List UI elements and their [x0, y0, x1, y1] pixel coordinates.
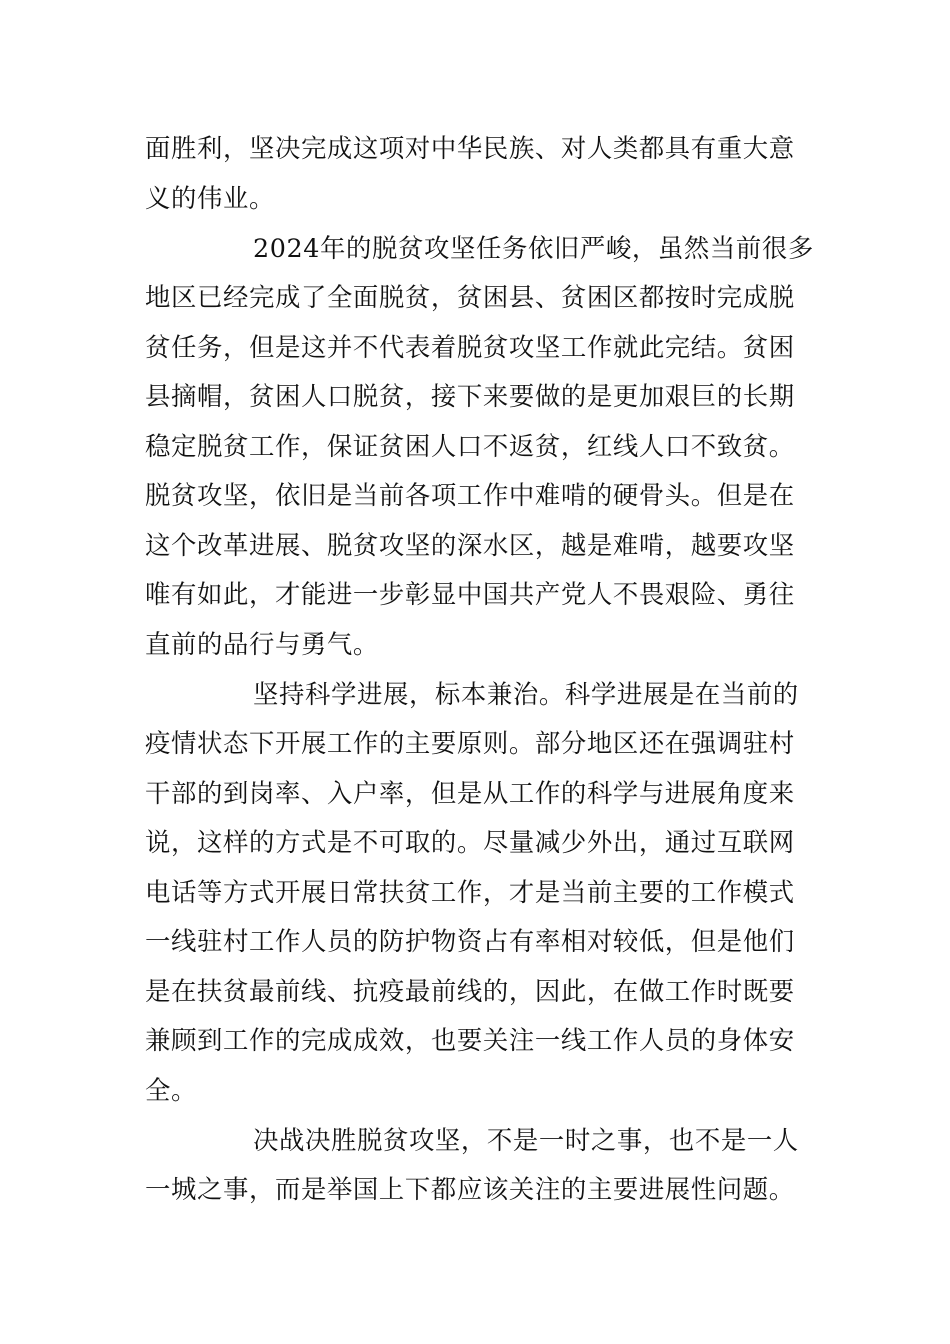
text-line: 唯有如此，才能进一步彰显中国共产党人不畏艰险、勇往 — [145, 579, 795, 609]
paragraph-first-line: 决战决胜脱贫攻坚，不是一时之事，也不是一人 — [253, 1125, 799, 1155]
text-line: 一线驻村工作人员的防护物资占有率相对较低，但是他们 — [145, 926, 795, 956]
text-line: 是在扶贫最前线、抗疫最前线的，因此，在做工作时既要 — [145, 976, 795, 1006]
text-line: 贫任务，但是这并不代表着脱贫攻坚工作就此完结。贫困 — [145, 332, 795, 362]
text-line: 直前的品行与勇气。 — [145, 629, 379, 659]
text-line: 地区已经完成了全面脱贫，贫困县、贫困区都按时完成脱 — [145, 282, 795, 312]
text-line: 这个改革进展、脱贫攻坚的深水区，越是难啃，越要攻坚 — [145, 530, 795, 560]
text-line: 疫情状态下开展工作的主要原则。部分地区还在强调驻村 — [145, 728, 795, 758]
text-line: 脱贫攻坚，依旧是当前各项工作中难啃的硬骨头。但是在 — [145, 480, 795, 510]
text-line: 义的伟业。 — [145, 183, 275, 213]
text-line: 全。 — [145, 1075, 197, 1105]
paragraph-first-line: 坚持科学进展，标本兼治。科学进展是在当前的 — [253, 679, 799, 709]
text-line: 面胜利，坚决完成这项对中华民族、对人类都具有重大意 — [145, 133, 795, 163]
text-line: 县摘帽，贫困人口脱贫，接下来要做的是更加艰巨的长期 — [145, 381, 795, 411]
text-line: 兼顾到工作的完成成效，也要关注一线工作人员的身体安 — [145, 1025, 795, 1055]
paragraph-first-line: 2024年的脱贫攻坚任务依旧严峻，虽然当前很多 — [253, 233, 814, 263]
text-line: 说，这样的方式是不可取的。尽量减少外出，通过互联网 — [145, 827, 795, 857]
text-line: 干部的到岗率、入户率，但是从工作的科学与进展角度来 — [145, 778, 795, 808]
text-line: 一城之事，而是举国上下都应该关注的主要进展性问题。 — [145, 1174, 795, 1204]
text-line: 稳定脱贫工作，保证贫困人口不返贫，红线人口不致贫。 — [145, 431, 795, 461]
text-line: 电话等方式开展日常扶贫工作，才是当前主要的工作模式 — [145, 877, 795, 907]
